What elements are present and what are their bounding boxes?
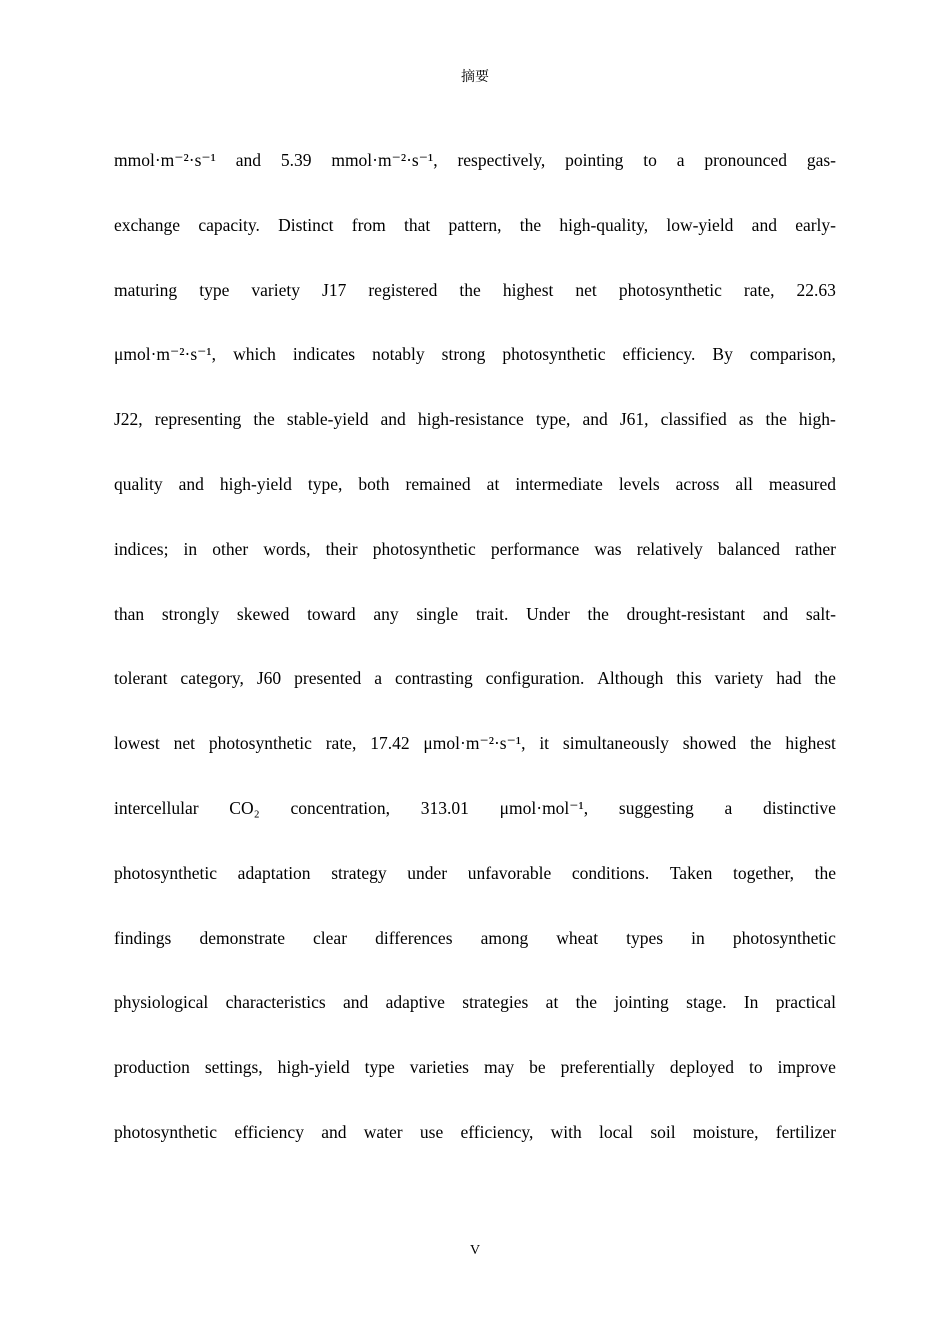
word: strategies bbox=[462, 992, 529, 1013]
word: presented bbox=[294, 668, 362, 689]
word: contrasting bbox=[394, 668, 473, 689]
word: comparison, bbox=[749, 344, 836, 365]
word: across bbox=[675, 473, 720, 494]
word: local bbox=[599, 1121, 634, 1142]
word: rate, bbox=[743, 279, 775, 300]
text-line bbox=[114, 527, 836, 592]
word: varieties bbox=[409, 1057, 469, 1078]
text-line bbox=[114, 851, 836, 916]
word: and bbox=[235, 150, 262, 170]
word: 17.42 bbox=[370, 733, 410, 754]
word: than bbox=[114, 603, 145, 624]
word: water bbox=[363, 1121, 403, 1142]
word: jointing bbox=[614, 992, 669, 1013]
word: net bbox=[173, 733, 195, 754]
word: drought-resistant bbox=[626, 603, 746, 624]
word: exchange bbox=[114, 214, 181, 235]
word: Under bbox=[526, 603, 570, 624]
word: net bbox=[575, 279, 597, 300]
word: moisture, bbox=[692, 1121, 759, 1142]
word: μmol·m⁻²·s⁻¹, bbox=[423, 733, 526, 754]
word: type, bbox=[307, 473, 343, 494]
word: high-resistance bbox=[417, 409, 524, 430]
word: words, bbox=[263, 538, 311, 559]
page-header bbox=[0, 67, 950, 87]
word: together, bbox=[732, 862, 794, 883]
word: in bbox=[183, 538, 198, 559]
word: high-quality, bbox=[559, 214, 649, 235]
word: strong bbox=[441, 344, 486, 365]
word: conditions. bbox=[571, 862, 650, 883]
text-line bbox=[114, 786, 836, 851]
word: classified bbox=[660, 409, 727, 430]
word: respectively, bbox=[457, 150, 546, 170]
word: intercellular bbox=[114, 797, 199, 818]
word: strategy bbox=[331, 862, 387, 883]
word: photosynthetic bbox=[502, 344, 606, 365]
word: and bbox=[321, 1121, 347, 1142]
word: the bbox=[765, 409, 787, 430]
text-line bbox=[114, 592, 836, 657]
word: it bbox=[539, 733, 550, 754]
text-line bbox=[114, 721, 836, 786]
abstract-body bbox=[114, 138, 836, 1175]
word: skewed bbox=[236, 603, 290, 624]
word: from bbox=[351, 214, 386, 235]
word: any bbox=[373, 603, 399, 624]
word: Although bbox=[597, 668, 664, 689]
word: unfavorable bbox=[467, 862, 552, 883]
word: tolerant bbox=[114, 668, 168, 689]
word: this bbox=[676, 668, 702, 689]
word: capacity. bbox=[198, 214, 260, 235]
word: stable-yield bbox=[286, 409, 369, 430]
text-line bbox=[114, 397, 836, 462]
word: J60 bbox=[256, 668, 282, 689]
word: characteristics bbox=[225, 992, 326, 1013]
word: as bbox=[738, 409, 754, 430]
word: single bbox=[416, 603, 459, 624]
word: intermediate bbox=[515, 473, 603, 494]
word: high-yield bbox=[219, 473, 292, 494]
text-line bbox=[114, 203, 836, 268]
word: photosynthetic bbox=[208, 733, 312, 754]
word: both bbox=[358, 473, 390, 494]
word: showed bbox=[682, 733, 737, 754]
word: high-yield bbox=[277, 1057, 350, 1078]
word: with bbox=[550, 1121, 582, 1142]
word: deployed bbox=[669, 1057, 735, 1078]
word: and bbox=[751, 214, 777, 235]
word: concentration, bbox=[290, 797, 391, 818]
word: μmol·mol⁻¹, bbox=[499, 797, 589, 818]
word: gas- bbox=[806, 150, 836, 170]
word: which bbox=[233, 344, 276, 365]
word: the bbox=[575, 992, 598, 1013]
word: the bbox=[587, 603, 609, 624]
word: at bbox=[545, 992, 559, 1013]
word: and bbox=[582, 409, 608, 430]
word: efficiency. bbox=[622, 344, 696, 365]
page-footer bbox=[0, 1241, 950, 1261]
header-title: 摘要 bbox=[461, 69, 489, 85]
word: the bbox=[814, 862, 836, 883]
word: In bbox=[743, 992, 759, 1013]
word: wheat bbox=[556, 927, 599, 948]
word: early- bbox=[795, 214, 836, 235]
word: clear bbox=[313, 927, 348, 948]
word: production bbox=[114, 1057, 190, 1078]
text-line bbox=[114, 462, 836, 527]
word: be bbox=[529, 1057, 546, 1078]
text-line bbox=[114, 980, 836, 1045]
word: mmol·m⁻²·s⁻¹, bbox=[331, 150, 438, 170]
word: was bbox=[594, 538, 622, 559]
word: other bbox=[212, 538, 249, 559]
page-number: V bbox=[469, 1243, 481, 1258]
word: high- bbox=[798, 409, 836, 430]
word: photosynthetic bbox=[618, 279, 722, 300]
word: the bbox=[459, 279, 481, 300]
word: stage. bbox=[686, 992, 727, 1013]
word: pointing bbox=[565, 150, 624, 170]
word: a bbox=[724, 797, 733, 818]
word: 5.39 bbox=[280, 150, 312, 170]
word: pronounced bbox=[704, 150, 787, 170]
word: toward bbox=[307, 603, 356, 624]
word: at bbox=[486, 473, 500, 494]
word: type, bbox=[535, 409, 571, 430]
word: photosynthetic bbox=[114, 862, 218, 883]
word: Taken bbox=[669, 862, 713, 883]
word: in bbox=[691, 927, 705, 948]
word: J17 bbox=[322, 279, 347, 300]
word: J22, bbox=[114, 409, 143, 430]
word: J61, bbox=[619, 409, 649, 430]
word: preferentially bbox=[560, 1057, 655, 1078]
word: suggesting bbox=[618, 797, 694, 818]
word: under bbox=[407, 862, 448, 883]
word: category, bbox=[180, 668, 244, 689]
word: measured bbox=[768, 473, 836, 494]
word: 22.63 bbox=[796, 279, 836, 300]
word: demonstrate bbox=[199, 927, 285, 948]
word: improve bbox=[777, 1057, 836, 1078]
word: notably bbox=[372, 344, 425, 365]
word: physiological bbox=[114, 992, 209, 1013]
text-line bbox=[114, 1045, 836, 1110]
word: rate, bbox=[325, 733, 357, 754]
word: variety bbox=[714, 668, 764, 689]
word: remained bbox=[405, 473, 471, 494]
word: types bbox=[626, 927, 664, 948]
word: their bbox=[325, 538, 358, 559]
word: a bbox=[374, 668, 382, 689]
word: soil bbox=[650, 1121, 676, 1142]
text-line bbox=[114, 138, 836, 203]
word: practical bbox=[775, 992, 836, 1013]
text-line bbox=[114, 332, 836, 397]
word: relatively bbox=[636, 538, 703, 559]
word: may bbox=[483, 1057, 515, 1078]
word: highest bbox=[785, 733, 836, 754]
word: efficiency bbox=[234, 1121, 304, 1142]
word: adaptive bbox=[385, 992, 445, 1013]
word: and bbox=[762, 603, 789, 624]
word: levels bbox=[618, 473, 660, 494]
word: quality bbox=[114, 473, 163, 494]
word: settings, bbox=[204, 1057, 263, 1078]
word: configuration. bbox=[485, 668, 585, 689]
word: type bbox=[199, 279, 230, 300]
word: to bbox=[643, 150, 657, 170]
word: findings bbox=[114, 927, 172, 948]
word: fertilizer bbox=[775, 1121, 836, 1142]
word: the bbox=[253, 409, 275, 430]
word: photosynthetic bbox=[114, 1121, 218, 1142]
word: indices; bbox=[114, 538, 169, 559]
text-line bbox=[114, 268, 836, 333]
word: By bbox=[712, 344, 733, 365]
word: differences bbox=[375, 927, 453, 948]
word: and bbox=[178, 473, 204, 494]
word: μmol·m⁻²·s⁻¹, bbox=[114, 344, 217, 365]
word: the bbox=[814, 668, 836, 689]
word: photosynthetic bbox=[732, 927, 836, 948]
word: to bbox=[749, 1057, 763, 1078]
word: and bbox=[380, 409, 406, 430]
word: strongly bbox=[161, 603, 220, 624]
word: representing bbox=[154, 409, 242, 430]
word: salt- bbox=[805, 603, 836, 624]
word: photosynthetic bbox=[372, 538, 476, 559]
word: the bbox=[519, 214, 542, 235]
word: performance bbox=[490, 538, 580, 559]
text-line bbox=[114, 916, 836, 981]
word: all bbox=[735, 473, 753, 494]
word: and bbox=[343, 992, 369, 1013]
word: distinctive bbox=[763, 797, 836, 818]
word: highest bbox=[502, 279, 554, 300]
word: Distinct bbox=[278, 214, 334, 235]
word: adaptation bbox=[237, 862, 311, 883]
word: lowest bbox=[114, 733, 160, 754]
word: indicates bbox=[292, 344, 356, 365]
word: variety bbox=[251, 279, 300, 300]
word: use bbox=[419, 1121, 444, 1142]
word: balanced bbox=[717, 538, 781, 559]
word: rather bbox=[795, 538, 836, 559]
word: CO₂ bbox=[229, 797, 260, 818]
word: among bbox=[480, 927, 529, 948]
word: had bbox=[776, 668, 802, 689]
word: that bbox=[404, 214, 431, 235]
word: registered bbox=[368, 279, 438, 300]
word: simultaneously bbox=[562, 733, 669, 754]
word: efficiency, bbox=[460, 1121, 534, 1142]
word: pattern, bbox=[448, 214, 502, 235]
word: 313.01 bbox=[420, 797, 469, 818]
word: the bbox=[750, 733, 772, 754]
word: a bbox=[676, 150, 685, 170]
text-line bbox=[114, 656, 836, 721]
word: type bbox=[364, 1057, 395, 1078]
word: mmol·m⁻²·s⁻¹ bbox=[114, 150, 216, 170]
word: low-yield bbox=[666, 214, 734, 235]
word: trait. bbox=[475, 603, 509, 624]
text-line bbox=[114, 1110, 836, 1175]
word: maturing bbox=[114, 279, 178, 300]
